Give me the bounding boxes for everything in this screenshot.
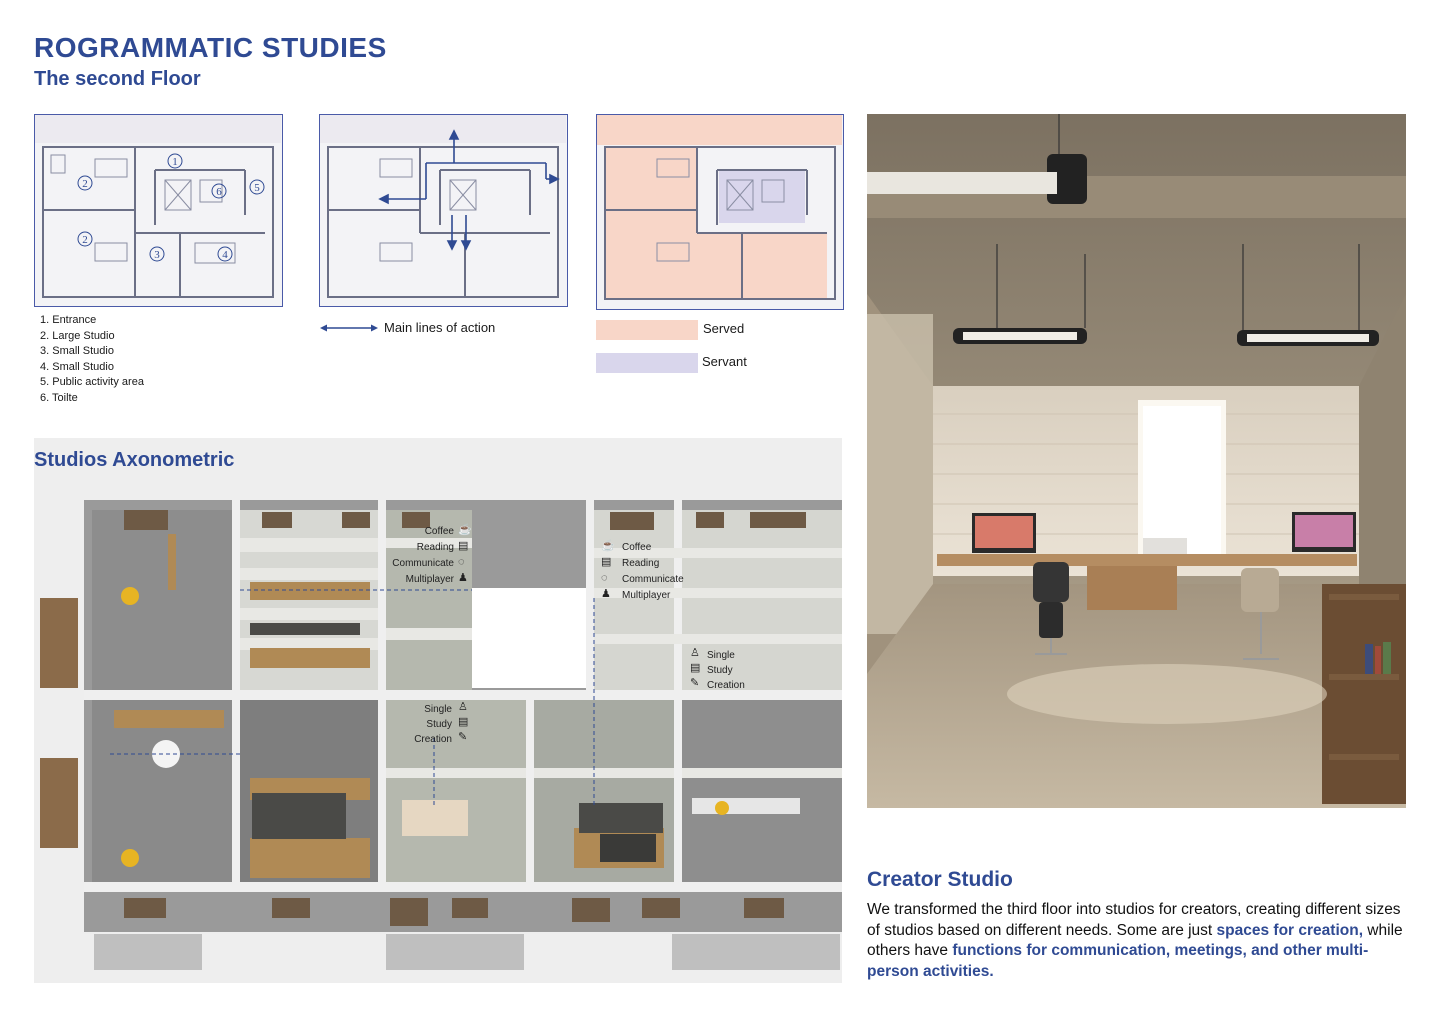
function-label-multiplayer: Multiplayer bbox=[622, 590, 671, 601]
solo-label-single: Single bbox=[424, 704, 452, 715]
solo-label-study: Study bbox=[707, 665, 733, 676]
function-icons-a bbox=[458, 522, 472, 586]
solo-label-creation: Creation bbox=[707, 680, 745, 691]
room-number: 4 bbox=[222, 249, 228, 261]
floor-plan-circulation bbox=[319, 114, 568, 307]
description-text: We transformed the third floor into studios for creators, creating different sizes of studios based on different needs. Some are just bbox=[867, 901, 1401, 939]
chat-icon: ◌ bbox=[458, 556, 465, 568]
creator-studio-render bbox=[867, 114, 1406, 808]
solo-icons-a bbox=[690, 646, 700, 691]
room-number: 3 bbox=[154, 249, 160, 261]
solo-labels-b bbox=[392, 702, 452, 747]
description-highlight: functions for communication, meetings, and other multi-person activities. bbox=[867, 942, 1369, 980]
floor-plan-rooms bbox=[34, 114, 283, 307]
book-icon: ▤ bbox=[690, 662, 701, 674]
chat-icon: ◌ bbox=[601, 572, 608, 584]
floor-plan-served-servant bbox=[596, 114, 844, 310]
page-title: ROGRAMMATIC STUDIES bbox=[34, 32, 387, 63]
description-text: while others have bbox=[867, 921, 1403, 959]
pencil-icon: ✎ bbox=[690, 677, 700, 689]
servant-swatch bbox=[596, 353, 698, 373]
solo-icons-b bbox=[458, 700, 468, 745]
coffee-icon: ☕ bbox=[458, 524, 472, 536]
pencil-icon: ✎ bbox=[458, 731, 468, 743]
function-label-communicate: Communicate bbox=[392, 558, 454, 569]
circulation-legend-label: Main lines of action bbox=[384, 320, 496, 335]
room-legend bbox=[40, 313, 144, 407]
room-number: 2 bbox=[82, 234, 88, 246]
function-icons-b bbox=[601, 538, 615, 602]
function-labels-a bbox=[374, 524, 454, 588]
coffee-icon: ☕ bbox=[601, 540, 615, 552]
person-icon: ♙ bbox=[690, 647, 700, 659]
legend-item: 4. Small Studio bbox=[40, 360, 114, 373]
solo-label-creation: Creation bbox=[414, 734, 452, 745]
function-label-multiplayer: Multiplayer bbox=[405, 574, 454, 585]
people-icon: ♟ bbox=[601, 588, 611, 600]
person-icon: ♙ bbox=[458, 701, 468, 713]
function-label-coffee: Coffee bbox=[622, 542, 652, 553]
function-label-reading: Reading bbox=[416, 542, 454, 553]
legend-item: 1. Entrance bbox=[40, 314, 97, 326]
creator-studio-title: Creator Studio bbox=[867, 868, 1013, 891]
book-icon: ▤ bbox=[458, 540, 469, 552]
legend-item: 6. Toilte bbox=[40, 391, 78, 404]
circulation-legend bbox=[320, 320, 495, 335]
people-icon: ♟ bbox=[458, 572, 468, 584]
room-number: 2 bbox=[82, 178, 88, 190]
legend-item: 3. Small Studio bbox=[40, 345, 114, 358]
room-number: 1 bbox=[172, 156, 178, 168]
served-label: Served bbox=[703, 321, 745, 336]
description-highlight: spaces for creation, bbox=[1216, 921, 1363, 939]
legend-item: 2. Large Studio bbox=[40, 329, 115, 342]
book-icon: ▤ bbox=[458, 716, 469, 728]
function-label-communicate: Communicate bbox=[622, 574, 684, 585]
function-labels-b bbox=[622, 540, 684, 604]
solo-labels-a bbox=[707, 648, 745, 693]
function-label-coffee: Coffee bbox=[424, 526, 454, 537]
legend-item: 5. Public activity area bbox=[40, 376, 144, 389]
solo-label-single: Single bbox=[707, 650, 735, 661]
double-arrow-icon bbox=[320, 323, 378, 333]
servant-label: Servant bbox=[702, 354, 747, 369]
solo-label-study: Study bbox=[426, 719, 452, 730]
axonometric-title: Studios Axonometric bbox=[34, 449, 235, 471]
function-label-reading: Reading bbox=[622, 558, 660, 569]
room-number: 6 bbox=[216, 186, 222, 198]
creator-studio-description bbox=[867, 900, 1412, 982]
book-icon: ▤ bbox=[601, 556, 612, 568]
page-subtitle: The second Floor bbox=[34, 68, 201, 90]
room-number: 5 bbox=[254, 182, 260, 194]
served-swatch bbox=[596, 320, 698, 340]
